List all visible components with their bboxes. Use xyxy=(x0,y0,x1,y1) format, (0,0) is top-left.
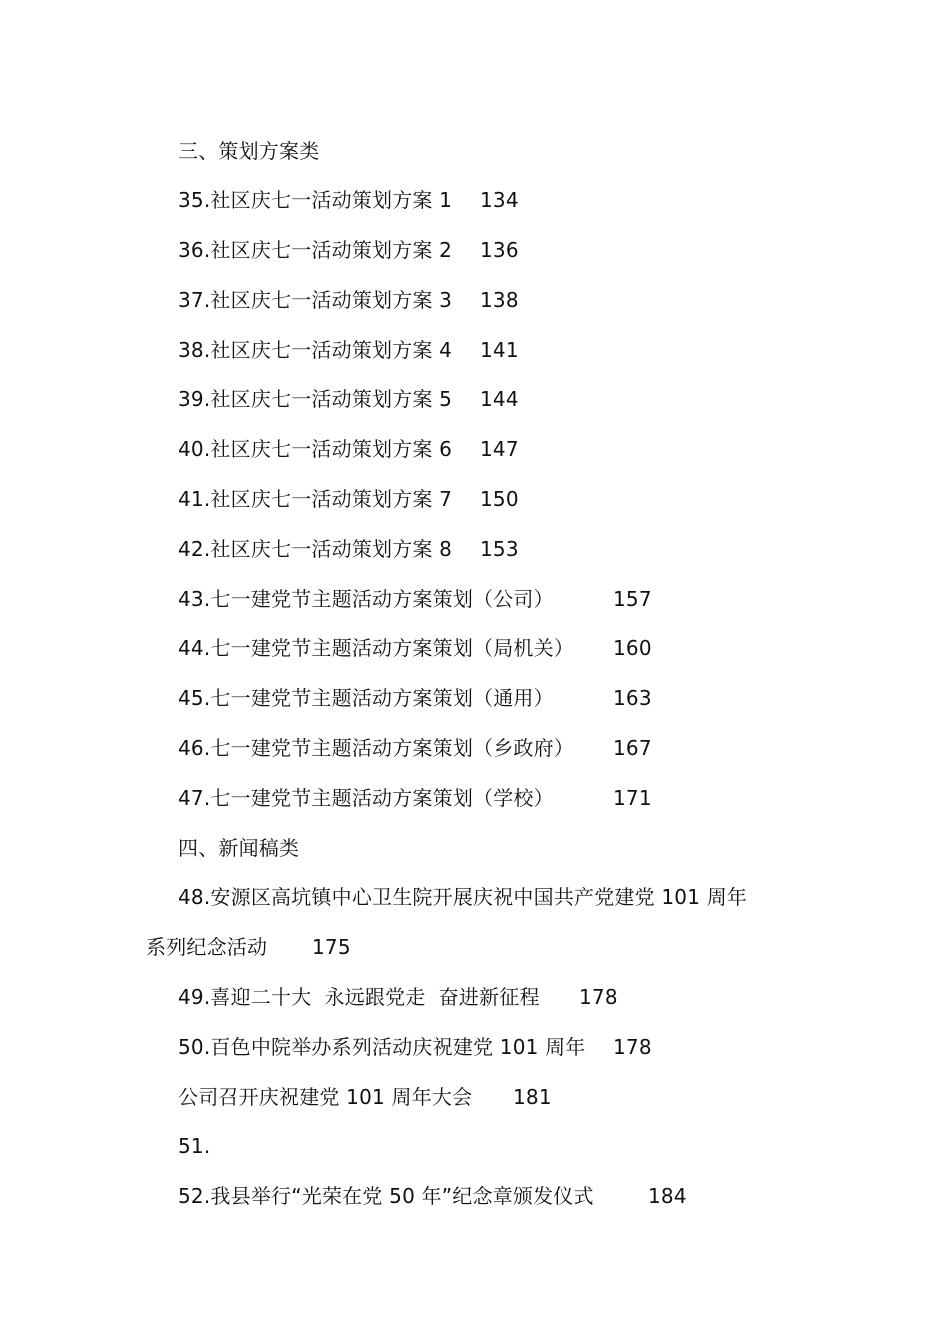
toc-item-40 xyxy=(178,436,519,462)
toc-item-45 xyxy=(178,685,652,711)
toc-item-page: 153 xyxy=(480,537,519,561)
toc-item-unnumbered xyxy=(178,1084,552,1110)
toc-item-number: 47. xyxy=(178,786,211,810)
toc-item-number: 37. xyxy=(178,288,211,312)
toc-item-title: 社区庆七一活动策划方案 6 xyxy=(210,437,453,461)
toc-item-page: 157 xyxy=(613,587,652,611)
toc-item-35 xyxy=(178,187,519,213)
toc-item-title: 社区庆七一活动策划方案 5 xyxy=(210,387,453,411)
toc-item-page: 171 xyxy=(613,786,652,810)
toc-item-46 xyxy=(178,735,652,761)
toc-item-number: 35. xyxy=(178,188,211,212)
toc-item-50 xyxy=(178,1034,652,1060)
toc-item-37 xyxy=(178,287,519,313)
toc-item-title: 百色中院举办系列活动庆祝建党 101 周年 xyxy=(210,1035,586,1059)
toc-item-page: 134 xyxy=(480,188,519,212)
toc-item-title: 七一建党节主题活动方案策划（公司） xyxy=(210,587,554,611)
toc-item-number: 38. xyxy=(178,338,211,362)
toc-item-page: 175 xyxy=(312,935,351,959)
toc-item-number: 36. xyxy=(178,238,211,262)
toc-item-number: 44. xyxy=(178,636,211,660)
toc-item-43 xyxy=(178,586,652,612)
toc-item-title: 七一建党节主题活动方案策划（学校） xyxy=(210,786,554,810)
toc-item-39 xyxy=(178,386,519,412)
toc-item-page: 144 xyxy=(480,387,519,411)
toc-item-number: 50. xyxy=(178,1035,211,1059)
toc-item-52 xyxy=(178,1183,687,1209)
section-heading-4 xyxy=(178,835,299,861)
toc-item-page: 178 xyxy=(579,985,618,1009)
toc-item-title: 社区庆七一活动策划方案 3 xyxy=(210,288,453,312)
toc-item-44 xyxy=(178,635,652,661)
toc-item-number: 42. xyxy=(178,537,211,561)
toc-item-42 xyxy=(178,536,519,562)
toc-item-number: 51. xyxy=(178,1134,211,1158)
toc-item-48-line1 xyxy=(178,884,747,910)
toc-item-page: 147 xyxy=(480,437,519,461)
toc-item-page: 160 xyxy=(613,636,652,660)
toc-item-38 xyxy=(178,337,519,363)
toc-item-number: 52. xyxy=(178,1184,211,1208)
toc-item-number: 48. xyxy=(178,885,211,909)
toc-item-title-continued: 系列纪念活动 xyxy=(146,935,268,959)
toc-item-47 xyxy=(178,785,652,811)
toc-item-title: 社区庆七一活动策划方案 7 xyxy=(210,487,453,511)
toc-item-title: 公司召开庆祝建党 101 周年大会 xyxy=(178,1085,473,1109)
section-heading-text: 三、策划方案类 xyxy=(178,139,320,163)
toc-item-page: 167 xyxy=(613,736,652,760)
toc-item-title: 社区庆七一活动策划方案 1 xyxy=(210,188,453,212)
toc-item-title: 我县举行“光荣在党 50 年”纪念章颁发仪式 xyxy=(210,1184,594,1208)
toc-item-page: 184 xyxy=(648,1184,687,1208)
toc-item-number: 43. xyxy=(178,587,211,611)
section-heading-text: 四、新闻稿类 xyxy=(178,836,300,860)
toc-item-number: 39. xyxy=(178,387,211,411)
toc-item-title: 喜迎二十大 永远跟党走 奋进新征程 xyxy=(210,985,540,1009)
toc-item-title: 社区庆七一活动策划方案 8 xyxy=(210,537,453,561)
toc-item-title: 七一建党节主题活动方案策划（乡政府） xyxy=(210,736,575,760)
toc-item-36 xyxy=(178,237,519,263)
toc-item-title: 社区庆七一活动策划方案 2 xyxy=(210,238,453,262)
toc-item-41 xyxy=(178,486,519,512)
toc-item-title: 七一建党节主题活动方案策划（通用） xyxy=(210,686,554,710)
toc-item-title: 安源区高坑镇中心卫生院开展庆祝中国共产党建党 101 周年 xyxy=(210,885,748,909)
toc-item-48-line2 xyxy=(146,934,351,960)
section-heading-3 xyxy=(178,138,319,164)
toc-item-page: 136 xyxy=(480,238,519,262)
toc-item-number: 41. xyxy=(178,487,211,511)
toc-item-page: 150 xyxy=(480,487,519,511)
toc-item-title: 社区庆七一活动策划方案 4 xyxy=(210,338,453,362)
toc-item-page: 163 xyxy=(613,686,652,710)
toc-item-number: 45. xyxy=(178,686,211,710)
toc-item-49 xyxy=(178,984,618,1010)
toc-item-number: 40. xyxy=(178,437,211,461)
toc-item-page: 141 xyxy=(480,338,519,362)
toc-item-title: 七一建党节主题活动方案策划（局机关） xyxy=(210,636,575,660)
toc-item-page: 181 xyxy=(513,1085,552,1109)
toc-item-number: 49. xyxy=(178,985,211,1009)
toc-item-page: 178 xyxy=(613,1035,652,1059)
toc-item-number: 46. xyxy=(178,736,211,760)
toc-item-51 xyxy=(178,1133,210,1159)
toc-item-page: 138 xyxy=(480,288,519,312)
